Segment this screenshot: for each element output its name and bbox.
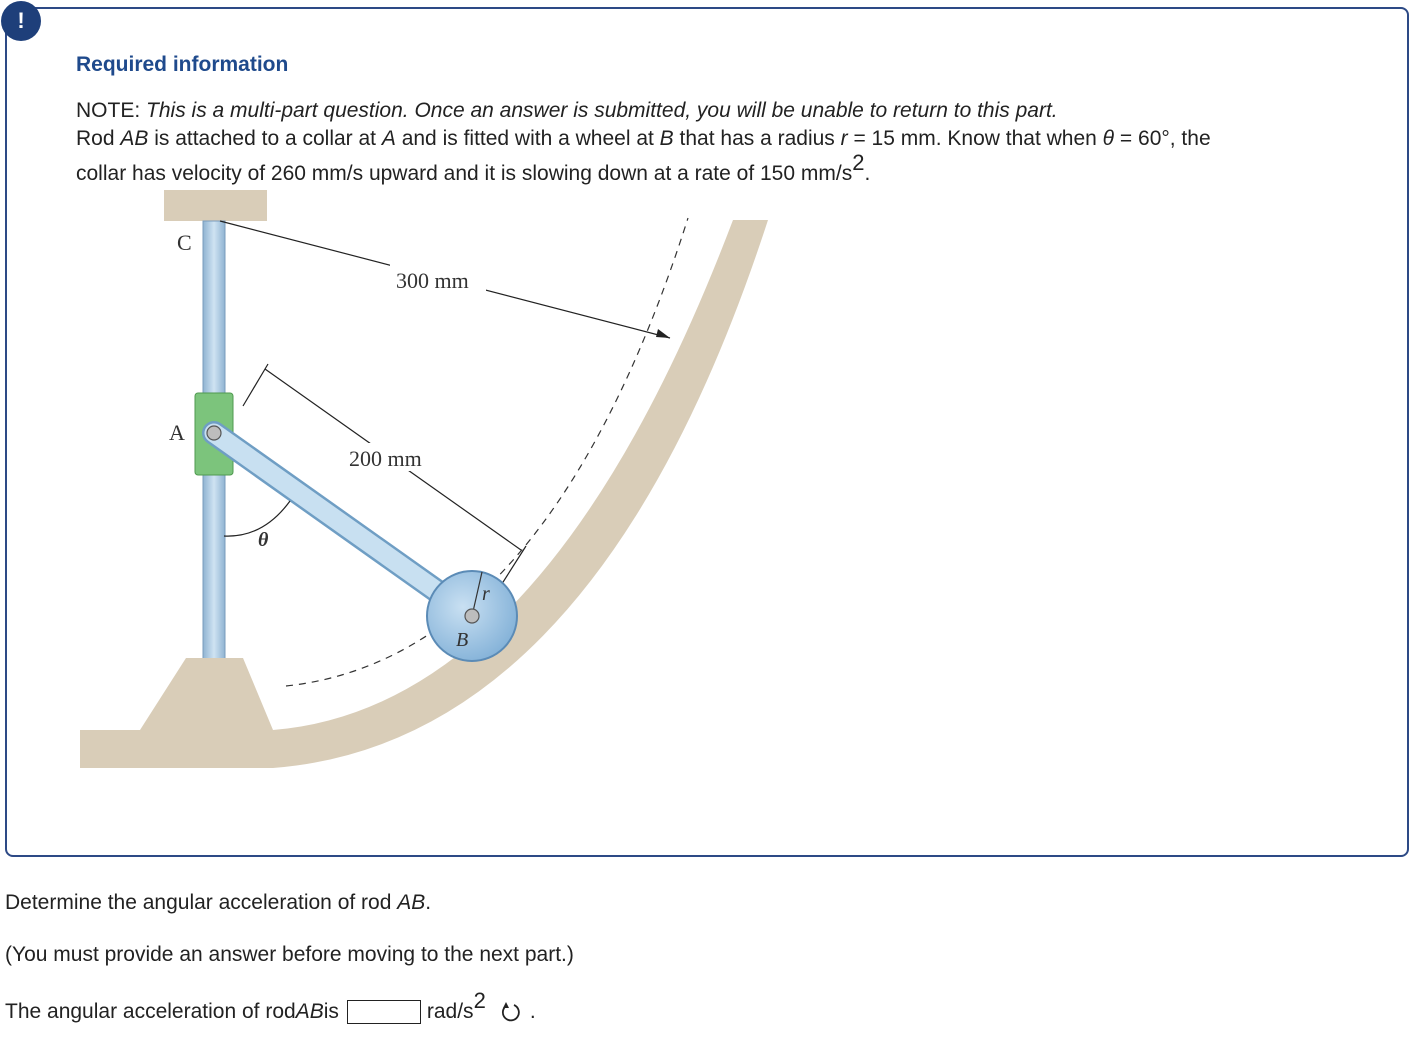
theta-arc [224, 501, 290, 536]
exclamation-icon: ! [1, 1, 41, 41]
var-b: B [659, 127, 674, 150]
text-fragment: is attached to a collar at [148, 127, 382, 150]
var-ab: AB [295, 1000, 324, 1023]
dim-label-300: 300 mm [396, 268, 469, 293]
var-a: A [381, 127, 396, 150]
text-fragment: collar has velocity of 260 mm/s upward and it is slowing down at a rate of 150 mm/s [76, 162, 853, 185]
problem-line-3 [76, 150, 871, 188]
answer-row [5, 988, 536, 1024]
superscript: 2 [852, 150, 865, 175]
unit-label [426, 988, 486, 1024]
top-support [164, 190, 267, 221]
answer-label: The angular acceleration of rod [5, 1000, 296, 1023]
var-r: r [840, 127, 848, 150]
arrowhead [656, 329, 670, 338]
counterclockwise-icon [500, 1001, 522, 1023]
text-fragment: . [864, 162, 871, 185]
label-b: B [456, 629, 469, 651]
text-fragment: = 60°, the [1114, 127, 1211, 150]
dim-label-200: 200 mm [349, 446, 422, 471]
note-text: This is a multi-part question. Once an answer is submitted, you will be unable to return to this part. [146, 99, 1058, 122]
note-label: NOTE: [76, 99, 141, 122]
mechanism-figure [78, 188, 778, 773]
label-r: r [482, 583, 490, 605]
unit-text: rad/s [426, 1000, 474, 1023]
var-ab: AB [120, 127, 149, 150]
var-ab: AB [397, 891, 426, 914]
wheel-pin [465, 609, 479, 623]
note-line [76, 97, 1058, 125]
text-fragment: that has a radius [673, 127, 841, 150]
question-prompt [5, 891, 431, 915]
unit-superscript: 2 [473, 988, 486, 1013]
ext-line-a [243, 364, 268, 406]
answer-label: is [323, 1000, 339, 1023]
period: . [529, 1000, 536, 1023]
text-fragment: and is fitted with a wheel at [395, 127, 660, 150]
text-fragment: = 15 mm. Know that when [847, 127, 1103, 150]
text-fragment: Rod [76, 127, 121, 150]
required-info-title: Required information [76, 53, 289, 76]
label-theta: θ [258, 529, 269, 551]
label-a: A [169, 420, 185, 445]
angular-acceleration-input[interactable] [347, 1000, 421, 1024]
answer-required-notice: (You must provide an answer before moving to the next part.) [5, 943, 574, 966]
problem-line-2 [76, 125, 1211, 153]
text-fragment: . [425, 891, 432, 914]
text-fragment: Determine the angular acceleration of rod [5, 891, 398, 914]
ground-surface [80, 220, 768, 768]
collar-pin [207, 426, 221, 440]
var-theta: θ [1102, 127, 1115, 150]
label-c: C [177, 230, 192, 255]
